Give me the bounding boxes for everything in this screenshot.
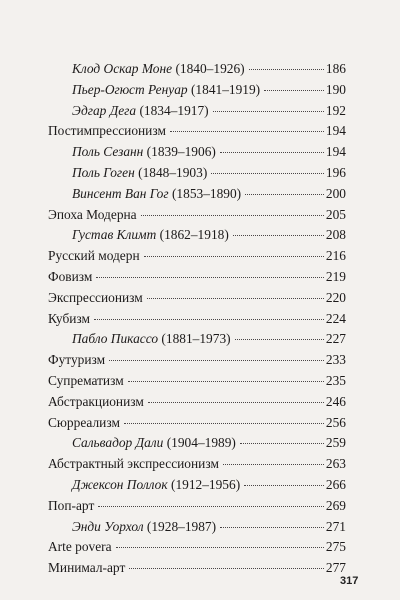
- toc-entry-page: 271: [325, 518, 346, 534]
- dot-leader: [148, 402, 324, 403]
- toc-entry-title: Поп-арт: [48, 497, 95, 513]
- toc-entry-page: 186: [325, 61, 346, 76]
- toc-entry-artist: [48, 517, 346, 538]
- toc-entry-movement: [48, 392, 346, 413]
- toc-entry-page: 235: [325, 372, 346, 388]
- toc-entry-page: 194: [325, 123, 346, 139]
- toc-entry-label: [48, 392, 144, 413]
- page-number: 317: [340, 575, 359, 587]
- toc-entry-artist: [48, 101, 346, 122]
- dot-leader: [223, 464, 324, 465]
- dot-leader: [96, 277, 324, 278]
- toc-entry-title: Постимпрессионизм: [48, 123, 166, 139]
- toc-entry-artist: [48, 329, 346, 350]
- toc-entry-page: 277: [325, 560, 346, 576]
- toc-entry-label: [48, 537, 112, 558]
- toc-entry-label: [72, 184, 241, 205]
- toc-entry-label: [72, 101, 209, 122]
- toc-entry-page: 190: [325, 81, 346, 97]
- dot-leader: [213, 111, 324, 112]
- dot-leader: [170, 131, 324, 132]
- toc-entry-page: 194: [325, 144, 346, 160]
- dot-leader: [264, 90, 324, 91]
- toc-entry-title: Русский модерн: [48, 248, 140, 264]
- toc-entry-title: Супрематизм: [48, 372, 124, 388]
- toc-entry-title: Поль Гоген: [72, 164, 135, 180]
- toc-entry-page: 216: [325, 248, 346, 264]
- toc-entry-title: Джексон Поллок: [72, 476, 168, 492]
- toc-entry-page: 220: [325, 289, 346, 305]
- toc-entry-label: [72, 517, 216, 538]
- toc-entry-page: 205: [325, 206, 346, 222]
- dot-leader: [109, 360, 324, 361]
- toc-entry-title: Абстрактный экспрессионизм: [48, 456, 219, 472]
- toc-entry-movement: [48, 288, 346, 309]
- toc-entry-artist: [48, 163, 346, 184]
- toc-entry-title: Поль Сезанн: [72, 144, 144, 160]
- toc-entry-dates: (1904–1989): [166, 435, 236, 451]
- dot-leader: [211, 173, 324, 174]
- toc-entry-label: [72, 163, 207, 184]
- dot-leader: [124, 423, 324, 424]
- toc-entry-page: 263: [325, 456, 346, 472]
- toc-entry-artist: [48, 80, 346, 101]
- toc-entry-title: Эдгар Дега: [72, 102, 137, 118]
- toc-entry-title: Футуризм: [48, 352, 106, 368]
- toc-entry-movement: [48, 350, 346, 371]
- toc-entry-label: [72, 475, 240, 496]
- toc-entry-page: 227: [325, 331, 346, 347]
- toc-entry-movement: [48, 267, 346, 288]
- toc-entry-label: [72, 142, 216, 163]
- toc-entry-title: Абстракционизм: [48, 393, 144, 409]
- dot-leader: [98, 506, 324, 507]
- dot-leader: [244, 485, 324, 486]
- toc-entry-label: [48, 309, 90, 330]
- toc-entry-artist: [48, 225, 346, 246]
- toc-entry-movement: [48, 205, 346, 226]
- toc-entry-movement: [48, 121, 346, 142]
- toc-entry-label: [48, 454, 219, 475]
- toc-entry-movement: [48, 246, 346, 267]
- toc-entry-title: Кубизм: [48, 310, 90, 326]
- toc-entry-label: [72, 59, 245, 80]
- toc-entry-artist: [48, 475, 346, 496]
- toc-entry-artist: [48, 59, 346, 80]
- toc-entry-title: Клод Оскар Моне: [72, 61, 173, 76]
- toc-entry-title: Фовизм: [48, 268, 93, 284]
- dot-leader: [220, 152, 324, 153]
- toc-entry-title: Экспрессионизм: [48, 289, 143, 305]
- toc-entry-dates: (1912–1956): [170, 476, 241, 492]
- toc-entry-label: [72, 225, 229, 246]
- toc-entry-dates: (1881–1973): [161, 331, 231, 347]
- toc-entry-movement: [48, 454, 346, 475]
- toc-entry-label: [48, 371, 124, 392]
- toc-entry-title: Пьер-Огюст Ренуар: [72, 81, 188, 97]
- toc-entry-artist: [48, 184, 346, 205]
- toc-entry-label: [72, 329, 231, 350]
- toc-entry-dates: (1840–1926): [175, 61, 245, 76]
- toc-entry-page: 224: [325, 310, 346, 326]
- toc-entry-movement: [48, 537, 346, 558]
- toc-entry-dates: (1853–1890): [171, 185, 242, 201]
- dot-leader: [129, 568, 324, 569]
- toc-entry-title: Винсент Ван Гог: [72, 185, 169, 201]
- toc-entry-label: [72, 433, 236, 454]
- toc-entry-page: 275: [325, 539, 346, 555]
- dot-leader: [128, 381, 324, 382]
- toc-entry-movement: [48, 371, 346, 392]
- toc-entry-title: Arte povera: [48, 539, 112, 555]
- toc-entry-movement: [48, 413, 346, 434]
- dot-leader: [245, 194, 324, 195]
- toc-entry-dates: (1848–1903): [138, 164, 208, 180]
- toc-entry-label: [48, 246, 140, 267]
- toc-entry-page: 259: [325, 435, 346, 451]
- toc-entry-title: Сальвадор Дали: [72, 435, 164, 451]
- dot-leader: [116, 547, 324, 548]
- dot-leader: [235, 339, 324, 340]
- table-of-contents: [48, 59, 346, 579]
- toc-entry-label: [72, 80, 260, 101]
- toc-entry-page: 269: [325, 497, 346, 513]
- dot-leader: [94, 319, 324, 320]
- toc-entry-title: Сюрреализм: [48, 414, 120, 430]
- toc-entry-page: 233: [325, 352, 346, 368]
- toc-entry-label: [48, 121, 166, 142]
- dot-leader: [147, 298, 324, 299]
- toc-entry-dates: (1834–1917): [139, 102, 209, 118]
- toc-entry-artist: [48, 142, 346, 163]
- toc-entry-page: 266: [325, 476, 346, 492]
- toc-entry-label: [48, 558, 125, 579]
- dot-leader: [240, 443, 324, 444]
- toc-entry-movement: [48, 558, 346, 579]
- toc-entry-label: [48, 205, 137, 226]
- toc-entry-page: 200: [325, 185, 346, 201]
- toc-entry-artist: [48, 433, 346, 454]
- toc-entry-title: Густав Климт: [72, 227, 157, 243]
- dot-leader: [249, 69, 324, 70]
- dot-leader: [141, 215, 324, 216]
- toc-entry-page: 219: [325, 268, 346, 284]
- dot-leader: [144, 256, 324, 257]
- toc-entry-title: Эпоха Модерна: [48, 206, 137, 222]
- toc-entry-dates: (1839–1906): [146, 144, 216, 160]
- toc-entry-title: Пабло Пикассо: [72, 331, 159, 347]
- toc-entry-page: 256: [325, 414, 346, 430]
- toc-entry-label: [48, 288, 143, 309]
- toc-entry-page: 246: [325, 393, 346, 409]
- toc-entry-label: [48, 413, 120, 434]
- toc-entry-page: 196: [325, 164, 346, 180]
- toc-entry-label: [48, 267, 92, 288]
- toc-entry-page: 192: [325, 102, 346, 118]
- dot-leader: [220, 527, 324, 528]
- toc-entry-label: [48, 350, 105, 371]
- toc-entry-title: Энди Уорхол: [72, 518, 144, 534]
- toc-entry-dates: (1841–1919): [190, 81, 261, 97]
- toc-entry-movement: [48, 309, 346, 330]
- toc-entry-movement: [48, 496, 346, 517]
- toc-entry-dates: (1862–1918): [159, 227, 229, 243]
- dot-leader: [233, 235, 324, 236]
- toc-entry-title: Минимал-арт: [48, 560, 126, 576]
- toc-entry-dates: (1928–1987): [146, 518, 217, 534]
- toc-entry-page: 208: [325, 227, 346, 243]
- toc-entry-label: [48, 496, 94, 517]
